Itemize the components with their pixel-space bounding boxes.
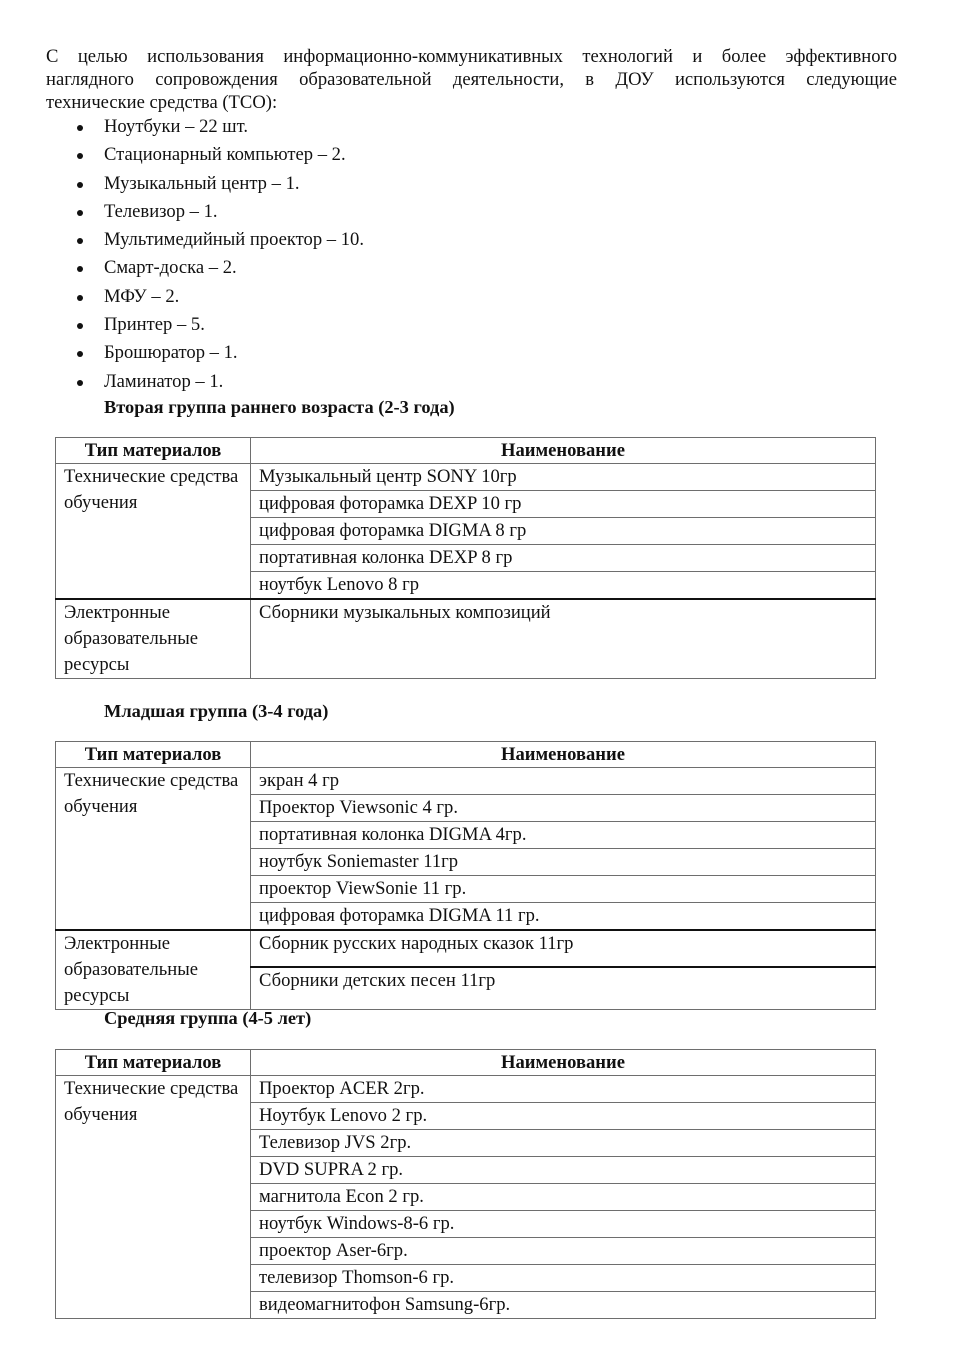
equipment-table-middle bbox=[55, 1049, 876, 1319]
item-cell: магнитола Econ 2 гр. bbox=[251, 1184, 876, 1211]
bullet-icon bbox=[77, 295, 83, 301]
table-row bbox=[56, 599, 876, 679]
bullet-icon bbox=[77, 125, 83, 131]
item-cell: телевизор Thomson-6 гр. bbox=[251, 1265, 876, 1292]
list-item bbox=[46, 113, 364, 141]
list-item bbox=[46, 368, 364, 396]
category-cell: Электронные образовательные ресурсы bbox=[56, 599, 251, 679]
list-item-text: Смарт-доска – 2. bbox=[104, 257, 237, 279]
list-item-text: Музыкальный центр – 1. bbox=[104, 172, 300, 194]
item-cell: проектор Aser-6гр. bbox=[251, 1238, 876, 1265]
bullet-icon bbox=[77, 153, 83, 159]
list-item-text: Принтер – 5. bbox=[104, 314, 205, 336]
list-item-text: Стационарный компьютер – 2. bbox=[104, 144, 346, 166]
list-item bbox=[46, 283, 364, 311]
item-cell: Сборник русских народных сказок 11гр bbox=[251, 930, 876, 967]
list-item bbox=[46, 339, 364, 367]
intro-line: С целью использования информационно-коммуникативных технологий и более эффективного bbox=[46, 46, 897, 67]
list-item bbox=[46, 170, 364, 198]
item-cell: ноутбук Soniemaster 11гр bbox=[251, 849, 876, 876]
list-item-text: Ламинатор – 1. bbox=[104, 370, 224, 392]
column-header-type: Тип материалов bbox=[56, 438, 251, 464]
list-item-text: Мультимедийный проектор – 10. bbox=[104, 229, 364, 251]
column-header-type: Тип материалов bbox=[56, 742, 251, 768]
list-item bbox=[46, 141, 364, 169]
table-row bbox=[56, 930, 876, 967]
list-item bbox=[46, 198, 364, 226]
bullet-icon bbox=[77, 238, 83, 244]
item-cell: проектор ViewSonie 11 гр. bbox=[251, 876, 876, 903]
item-cell: цифровая фоторамка DIGMA 8 гр bbox=[251, 518, 876, 545]
table-header-row bbox=[56, 742, 876, 768]
bullet-icon bbox=[77, 182, 83, 188]
table-row bbox=[56, 768, 876, 795]
category-cell: Технические средства обучения bbox=[56, 1076, 251, 1319]
column-header-name: Наименование bbox=[251, 1050, 876, 1076]
column-header-type: Тип материалов bbox=[56, 1050, 251, 1076]
equipment-table-junior bbox=[55, 741, 876, 1010]
item-cell: цифровая фоторамка DIGMA 11 гр. bbox=[251, 903, 876, 931]
list-item-text: Телевизор – 1. bbox=[104, 200, 218, 222]
intro-line: наглядного сопровождения образовательной деятельности, в ДОУ используются следующие bbox=[46, 69, 897, 90]
section-heading: Средняя группа (4-5 лет) bbox=[104, 1008, 312, 1028]
section-heading: Вторая группа раннего возраста (2-3 года) bbox=[104, 397, 455, 417]
bullet-icon bbox=[77, 323, 83, 329]
intro-paragraph bbox=[46, 45, 897, 114]
item-cell: ноутбук Lenovo 8 гр bbox=[251, 572, 876, 600]
table-row bbox=[56, 1076, 876, 1103]
list-item bbox=[46, 226, 364, 254]
category-cell: Технические средства обучения bbox=[56, 768, 251, 931]
category-cell: Электронные образовательные ресурсы bbox=[56, 930, 251, 1010]
list-item bbox=[46, 311, 364, 339]
equipment-list bbox=[46, 113, 364, 396]
intro-line: технические средства (ТСО): bbox=[46, 92, 278, 113]
item-cell: Сборники детских песен 11гр bbox=[251, 967, 876, 1009]
table-header-row bbox=[56, 1050, 876, 1076]
item-cell: видеомагнитофон Samsung-6гр. bbox=[251, 1292, 876, 1319]
column-header-name: Наименование bbox=[251, 438, 876, 464]
list-item-text: МФУ – 2. bbox=[104, 285, 180, 307]
list-item-text: Брошюратор – 1. bbox=[104, 342, 238, 364]
item-cell: Ноутбук Lenovo 2 гр. bbox=[251, 1103, 876, 1130]
category-cell: Технические средства обучения bbox=[56, 464, 251, 600]
bullet-icon bbox=[77, 210, 83, 216]
item-cell: Телевизор JVS 2гр. bbox=[251, 1130, 876, 1157]
item-cell: портативная колонка DIGMA 4гр. bbox=[251, 822, 876, 849]
item-cell: Сборники музыкальных композиций bbox=[251, 599, 876, 679]
item-cell: портативная колонка DEXP 8 гр bbox=[251, 545, 876, 572]
item-cell: Музыкальный центр SONY 10гр bbox=[251, 464, 876, 491]
column-header-name: Наименование bbox=[251, 742, 876, 768]
table-row bbox=[56, 464, 876, 491]
bullet-icon bbox=[77, 351, 83, 357]
list-item bbox=[46, 254, 364, 282]
bullet-icon bbox=[77, 266, 83, 272]
item-cell: ноутбук Windows-8-6 гр. bbox=[251, 1211, 876, 1238]
table-header-row bbox=[56, 438, 876, 464]
item-cell: DVD SUPRA 2 гр. bbox=[251, 1157, 876, 1184]
item-cell: экран 4 гр bbox=[251, 768, 876, 795]
equipment-table-early-age bbox=[55, 437, 876, 679]
section-heading: Младшая группа (3-4 года) bbox=[104, 701, 329, 721]
item-cell: цифровая фоторамка DEXP 10 гр bbox=[251, 491, 876, 518]
item-cell: Проектор ACER 2гр. bbox=[251, 1076, 876, 1103]
list-item-text: Ноутбуки – 22 шт. bbox=[104, 116, 249, 137]
item-cell: Проектор Viewsonic 4 гр. bbox=[251, 795, 876, 822]
bullet-icon bbox=[77, 380, 83, 386]
